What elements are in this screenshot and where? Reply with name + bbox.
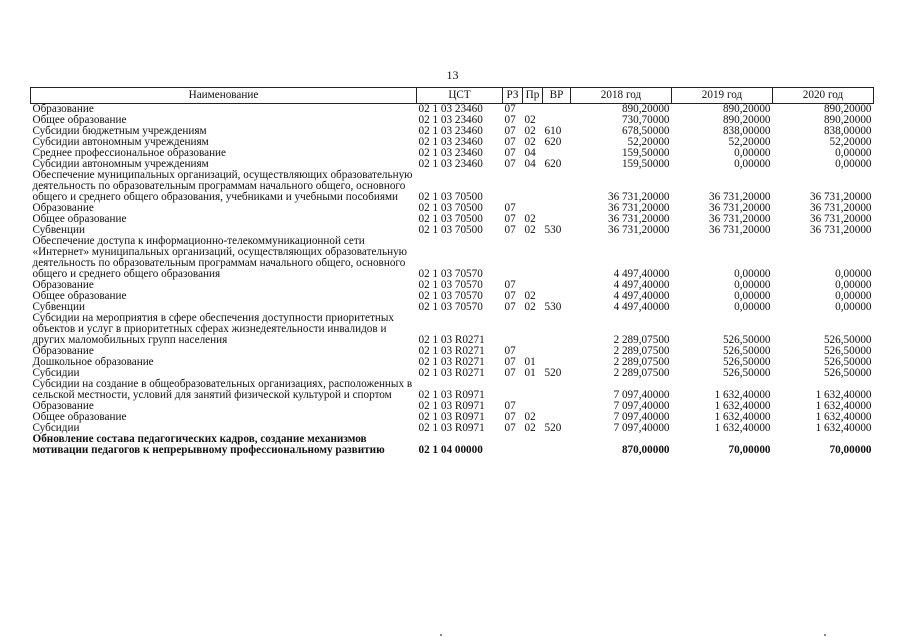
row-vr: 610 [544, 125, 562, 137]
row-2019: 0,00000 [734, 290, 771, 302]
row-2020: 36 731,20000 [809, 191, 872, 203]
row-pr [523, 236, 543, 280]
row-2019: 1 632,40000 [714, 389, 771, 401]
row-2018: 4 497,40000 [613, 290, 670, 302]
row-rz: 07 [504, 224, 516, 236]
row-pr [523, 170, 543, 203]
row-2018: 890,20000 [621, 103, 670, 115]
row-pr [523, 313, 543, 346]
row-vr [543, 346, 571, 357]
row-rz [503, 434, 523, 456]
budget-table [30, 87, 874, 456]
row-cst: 02 1 03 23460 [418, 136, 483, 148]
row-cst: 02 1 03 70570 [418, 301, 483, 313]
row-cst: 02 1 03 R0971 [418, 400, 485, 412]
row-2019: 1 632,40000 [714, 400, 771, 412]
row-vr [543, 379, 571, 401]
row-2018: 7 097,40000 [613, 411, 670, 423]
row-2019: 70,00000 [728, 444, 771, 456]
row-2018: 159,50000 [621, 158, 670, 170]
row-2020: 0,00000 [835, 279, 872, 291]
row-2019: 526,50000 [722, 334, 771, 346]
row-2020: 36 731,20000 [809, 202, 872, 214]
row-name: Общее образование [32, 114, 127, 126]
row-cst: 02 1 03 70500 [418, 213, 483, 225]
row-2020: 0,00000 [835, 147, 872, 159]
row-2019: 890,20000 [722, 114, 771, 126]
row-rz: 07 [504, 367, 516, 379]
header-cst: ЦСТ [417, 88, 503, 104]
row-2020: 526,50000 [823, 356, 872, 368]
row-2020: 0,00000 [835, 268, 872, 280]
row-2018: 4 497,40000 [613, 301, 670, 313]
row-vr [543, 280, 571, 291]
row-2020: 0,00000 [835, 290, 872, 302]
row-rz: 07 [504, 158, 516, 170]
row-cst: 02 1 03 70500 [418, 191, 483, 203]
row-pr: 02 [524, 301, 536, 313]
row-2020: 0,00000 [835, 301, 872, 313]
header-pr: Пр [523, 88, 543, 104]
row-vr: 620 [544, 158, 562, 170]
row-2020: 838,00000 [823, 125, 872, 137]
row-rz: 07 [504, 422, 516, 434]
header-2020: 2020 год [773, 88, 874, 104]
row-rz: 07 [504, 136, 516, 148]
row-2020: 526,50000 [823, 367, 872, 379]
row-2019: 36 731,20000 [708, 224, 771, 236]
row-pr [523, 434, 543, 456]
row-2019: 0,00000 [734, 301, 771, 313]
row-2018: 52,20000 [627, 136, 670, 148]
row-rz: 07 [504, 147, 516, 159]
page-number: 13 [446, 68, 459, 82]
row-2018: 870,00000 [621, 444, 670, 456]
row-name: Общее образование [32, 411, 127, 423]
row-cst: 02 1 03 23460 [418, 103, 483, 115]
row-rz: 07 [504, 411, 516, 423]
row-rz: 07 [504, 125, 516, 137]
row-2018: 7 097,40000 [613, 389, 670, 401]
row-cst: 02 1 03 70500 [418, 202, 483, 214]
row-2019: 36 731,20000 [708, 202, 771, 214]
row-2018: 678,50000 [621, 125, 670, 137]
row-name: Субвенции [32, 301, 85, 313]
row-2018: 36 731,20000 [607, 191, 670, 203]
row-name: Образование [32, 345, 94, 357]
table-row [31, 236, 874, 280]
row-2018: 7 097,40000 [613, 422, 670, 434]
row-cst: 02 1 03 R0971 [418, 389, 485, 401]
row-rz [503, 379, 523, 401]
row-pr: 02 [524, 422, 536, 434]
row-rz: 07 [504, 356, 516, 368]
row-rz: 07 [504, 103, 516, 115]
row-2019: 36 731,20000 [708, 213, 771, 225]
row-cst: 02 1 03 R0971 [418, 411, 485, 423]
header-2018: 2018 год [571, 88, 672, 104]
row-vr [543, 203, 571, 214]
row-rz: 07 [504, 202, 516, 214]
row-name: Обновление состава педагогических кадров, создание механизмов мотивации педагогов к непрерывному профессиональному развитию [32, 433, 385, 456]
row-vr [543, 104, 571, 116]
row-name: Субсидии автономным учреждениям [32, 158, 209, 170]
row-name: Субсидии автономным учреждениям [32, 136, 209, 148]
header-2019: 2019 год [672, 88, 773, 104]
table-row [31, 170, 874, 203]
row-name: Дошкольное образование [32, 356, 154, 368]
row-2019: 526,50000 [722, 356, 771, 368]
row-name: Субсидии на мероприятия в сфере обеспечения доступности приоритетных объектов и услуг в приоритетных сферах жизнедеятельности инвалидов и других маломобильных групп населения [32, 312, 394, 346]
row-2018: 2 289,07500 [613, 367, 670, 379]
row-2019: 1 632,40000 [714, 411, 771, 423]
row-2020: 890,20000 [823, 114, 872, 126]
row-2020: 890,20000 [823, 103, 872, 115]
row-2018: 7 097,40000 [613, 400, 670, 412]
row-rz [503, 313, 523, 346]
row-2020: 36 731,20000 [809, 224, 872, 236]
row-pr: 02 [524, 411, 536, 423]
row-vr: 530 [544, 301, 562, 313]
row-cst: 02 1 03 R0271 [418, 334, 485, 346]
row-cst: 02 1 03 23460 [418, 114, 483, 126]
row-2020: 0,00000 [835, 158, 872, 170]
row-cst: 02 1 03 R0271 [418, 356, 485, 368]
row-2018: 2 289,07500 [613, 334, 670, 346]
row-rz: 07 [504, 301, 516, 313]
row-vr: 520 [544, 367, 562, 379]
row-cst: 02 1 03 23460 [418, 147, 483, 159]
row-rz [503, 236, 523, 280]
row-rz: 07 [504, 213, 516, 225]
row-2018: 4 497,40000 [613, 279, 670, 291]
row-pr: 02 [524, 224, 536, 236]
row-cst: 02 1 03 23460 [418, 125, 483, 137]
scan-speck [824, 634, 826, 636]
row-2019: 0,00000 [734, 268, 771, 280]
row-vr [543, 236, 571, 280]
row-2019: 1 632,40000 [714, 422, 771, 434]
row-cst: 02 1 03 70500 [418, 224, 483, 236]
row-2018: 4 497,40000 [613, 268, 670, 280]
row-name: Образование [32, 202, 94, 214]
row-pr: 04 [524, 147, 536, 159]
row-name: Обеспечение доступа к информационно-телекоммуникационной сети «Интернет» муниципальных организаций, осуществляющих образовательную деятельность по образовательным программам начального общего, основного общего и среднего общего образования [32, 235, 408, 280]
row-cst: 02 1 03 70570 [418, 279, 483, 291]
row-2018: 730,70000 [621, 114, 670, 126]
row-rz: 07 [504, 290, 516, 302]
row-name: Общее образование [32, 213, 127, 225]
row-pr: 02 [524, 136, 536, 148]
row-rz: 07 [504, 114, 516, 126]
row-2020: 526,50000 [823, 345, 872, 357]
row-2019: 890,20000 [722, 103, 771, 115]
row-2018: 36 731,20000 [607, 213, 670, 225]
header-rz: РЗ [503, 88, 523, 104]
row-cst: 02 1 04 00000 [418, 444, 483, 456]
row-cst: 02 1 03 R0271 [418, 345, 485, 357]
row-2020: 36 731,20000 [809, 213, 872, 225]
row-pr: 01 [524, 356, 536, 368]
row-2020: 1 632,40000 [815, 411, 872, 423]
table-row [31, 379, 874, 401]
row-2020: 1 632,40000 [815, 422, 872, 434]
table-row [31, 313, 874, 346]
row-2019: 0,00000 [734, 158, 771, 170]
header-name: Наименование [31, 88, 417, 104]
row-cst: 02 1 03 70570 [418, 268, 483, 280]
table-row [31, 434, 874, 456]
row-cst: 02 1 03 R0971 [418, 422, 485, 434]
row-vr [543, 170, 571, 203]
row-vr: 530 [544, 224, 562, 236]
row-rz [503, 170, 523, 203]
row-rz: 07 [504, 400, 516, 412]
row-pr: 01 [524, 367, 536, 379]
row-2020: 1 632,40000 [815, 400, 872, 412]
row-vr [543, 401, 571, 412]
row-rz: 07 [504, 279, 516, 291]
row-2018: 2 289,07500 [613, 345, 670, 357]
row-2019: 52,20000 [728, 136, 771, 148]
table-header-row [31, 88, 874, 104]
table-body [31, 104, 874, 457]
row-cst: 02 1 03 70570 [418, 290, 483, 302]
row-2019: 838,00000 [722, 125, 771, 137]
scan-speck [440, 634, 442, 636]
row-2018: 159,50000 [621, 147, 670, 159]
row-2018: 36 731,20000 [607, 202, 670, 214]
row-pr: 02 [524, 213, 536, 225]
row-name: Субсидии на создание в общеобразовательных организациях, расположенных в сельской местности, условий для занятий физической культурой и спортом [32, 378, 413, 401]
row-2019: 526,50000 [722, 345, 771, 357]
row-pr: 04 [524, 158, 536, 170]
row-2019: 0,00000 [734, 147, 771, 159]
row-rz: 07 [504, 345, 516, 357]
row-pr: 02 [524, 114, 536, 126]
row-vr [543, 313, 571, 346]
row-cst: 02 1 03 23460 [418, 158, 483, 170]
row-2020: 70,00000 [829, 444, 872, 456]
row-name: Среднее профессиональное образование [32, 147, 227, 159]
row-vr: 520 [544, 422, 562, 434]
row-pr: 02 [524, 125, 536, 137]
row-vr: 620 [544, 136, 562, 148]
row-name: Обеспечение муниципальных организаций, осуществляющих образовательную деятельность по образовательным программам начального общего, основного общего и среднего общего образования, учебниками и учебными пособиями [32, 169, 413, 203]
row-name: Образование [32, 400, 94, 412]
row-name: Субсидии [32, 367, 80, 379]
row-name: Субсидии бюджетным учреждениям [32, 125, 207, 137]
row-2018: 36 731,20000 [607, 224, 670, 236]
row-vr [543, 434, 571, 456]
row-2019: 0,00000 [734, 279, 771, 291]
row-name: Субвенции [32, 224, 85, 236]
row-pr: 02 [524, 290, 536, 302]
header-vr: ВР [543, 88, 571, 104]
row-2018: 2 289,07500 [613, 356, 670, 368]
row-2019: 526,50000 [722, 367, 771, 379]
row-name: Образование [32, 103, 94, 115]
row-2020: 1 632,40000 [815, 389, 872, 401]
row-name: Общее образование [32, 290, 127, 302]
row-cst: 02 1 03 R0271 [418, 367, 485, 379]
row-pr [523, 379, 543, 401]
row-2019: 36 731,20000 [708, 191, 771, 203]
row-2020: 52,20000 [829, 136, 872, 148]
row-2020: 526,50000 [823, 334, 872, 346]
row-name: Субсидии [32, 422, 80, 434]
row-name: Образование [32, 279, 94, 291]
